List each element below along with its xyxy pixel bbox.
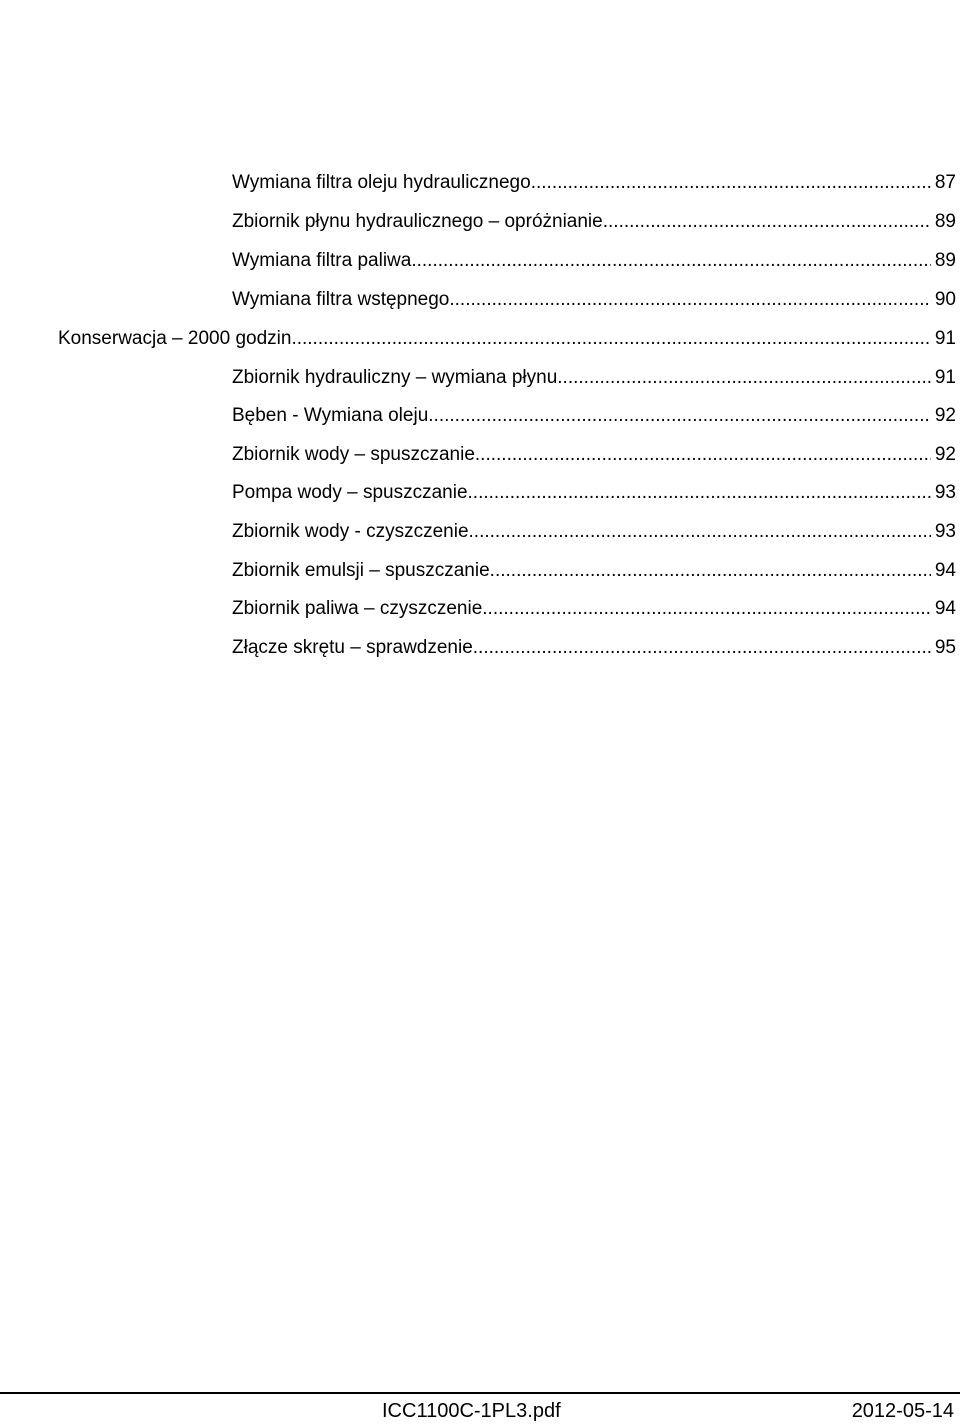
toc-dot-leader [603, 208, 931, 236]
toc-entry[interactable] [232, 518, 956, 546]
toc-entry-page: 92 [934, 444, 956, 465]
toc-entry[interactable] [232, 402, 956, 430]
toc-dot-leader [473, 634, 931, 662]
toc-entry[interactable] [232, 364, 956, 392]
toc-entry-page: 90 [934, 289, 956, 310]
toc-dot-leader [291, 325, 930, 353]
toc-entry-page: 94 [934, 598, 956, 619]
toc-entry-title: Bęben - Wymiana oleju [232, 405, 429, 426]
toc-entry-title: Wymiana filtra oleju hydraulicznego [232, 172, 531, 193]
toc-entry-page: 91 [934, 367, 956, 388]
toc-entry-page: 89 [934, 250, 956, 271]
toc-entry-page: 94 [934, 560, 956, 581]
toc-entry-page: 91 [934, 328, 956, 349]
toc-entry-page: 93 [934, 521, 956, 542]
toc-entry[interactable] [232, 286, 956, 314]
toc-entry-title: Zbiornik płynu hydraulicznego – opróżnianie [232, 211, 603, 232]
toc-dot-leader [475, 441, 931, 469]
toc-entry-page: 92 [934, 405, 956, 426]
toc-dot-leader [468, 479, 931, 507]
footer-date: 2012-05-14 [851, 1400, 954, 1422]
toc-entry-title: Zbiornik hydrauliczny – wymiana płynu [232, 367, 558, 388]
toc-entry[interactable] [232, 595, 956, 623]
toc-entry[interactable] [232, 557, 956, 585]
toc-dot-leader [428, 402, 931, 430]
toc-entry-page: 95 [934, 637, 956, 658]
toc-entry-title: Zbiornik emulsji – spuszczanie [232, 560, 490, 581]
toc-entry-title: Złącze skrętu – sprawdzenie [232, 637, 473, 658]
toc-entry[interactable] [232, 169, 956, 197]
toc-dot-leader [557, 364, 931, 392]
toc-dot-leader [490, 557, 931, 585]
toc-section-entry[interactable] [58, 325, 956, 353]
toc-entry[interactable] [232, 247, 956, 275]
toc-entry[interactable] [232, 479, 956, 507]
toc-dot-leader [469, 518, 931, 546]
footer-divider [0, 1392, 960, 1394]
toc-entry-title: Zbiornik wody - czyszczenie [232, 521, 469, 542]
toc-entry-title: Wymiana filtra wstępnego [232, 289, 450, 310]
toc-dot-leader [531, 169, 931, 197]
toc-dot-leader [449, 286, 930, 314]
footer-filename: ICC1100C-1PL3.pdf [382, 1400, 561, 1422]
toc-entry-title: Wymiana filtra paliwa [232, 250, 412, 271]
toc-entry-page: 93 [934, 482, 956, 503]
toc-entry-title: Pompa wody – spuszczanie [232, 482, 468, 503]
toc-entry-title: Zbiornik paliwa – czyszczenie [232, 598, 483, 619]
toc-entry[interactable] [232, 634, 956, 662]
toc-dot-leader [482, 595, 931, 623]
toc-entry-title: Zbiornik wody – spuszczanie [232, 444, 475, 465]
toc-entry[interactable] [232, 208, 956, 236]
toc-entry-page: 89 [934, 211, 956, 232]
toc-entry[interactable] [232, 441, 956, 469]
toc-dot-leader [411, 247, 931, 275]
toc-entry-title: Konserwacja – 2000 godzin [58, 328, 292, 349]
toc-entry-page: 87 [934, 172, 956, 193]
table-of-contents [0, 0, 960, 700]
